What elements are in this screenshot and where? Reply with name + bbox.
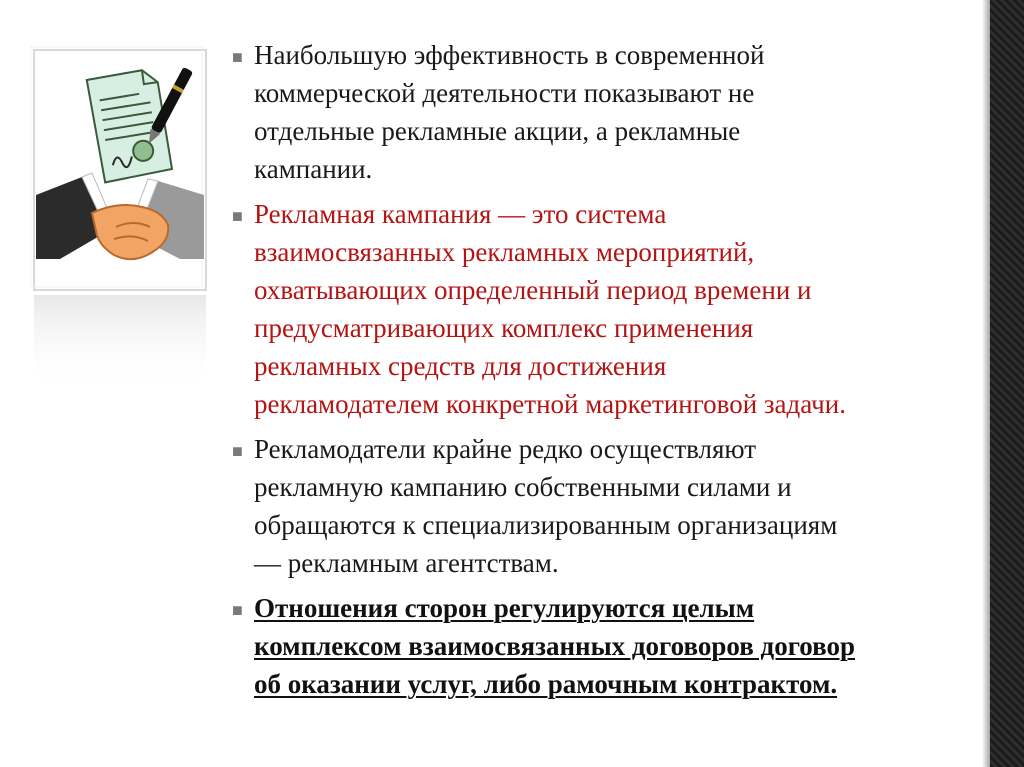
right-edge-shadow: [982, 0, 990, 767]
decorative-side-band: [990, 0, 1024, 767]
bullet-item: [228, 195, 980, 423]
slide-content: [228, 36, 980, 703]
bullet-text: Рекламодатели крайне редко осуществляют рекламную кампанию собственными силами и обращаются к специализированным организациям — рекламным агентствам.: [254, 434, 838, 578]
bullet-marker-icon: ■: [232, 441, 243, 461]
bullet-item: [228, 36, 980, 188]
bullet-text: Отношения сторон регулируются целым комплексом взаимосвязанных договоров договор об оказании услуг, либо рамочным контрактом.: [254, 593, 856, 699]
bullet-marker-icon: ■: [232, 206, 243, 226]
bullet-text: Наибольшую эффективность в современной коммерческой деятельности показывают не отдельные рекламные акции, а рекламные кампании.: [254, 40, 765, 184]
bullet-marker-icon: ■: [232, 600, 243, 620]
bullet-text: Рекламная кампания — это система взаимосвязанных рекламных мероприятий, охватывающих определенный период времени и предусматривающих комплекс применения рекламных средств для достижения рекламодателем конкретной маркетинговой задачи.: [254, 199, 846, 419]
bullet-item: [228, 430, 980, 582]
bullet-marker-icon: ■: [232, 47, 243, 67]
handshake-contract-icon: [30, 45, 215, 395]
bullet-item: [228, 589, 980, 703]
